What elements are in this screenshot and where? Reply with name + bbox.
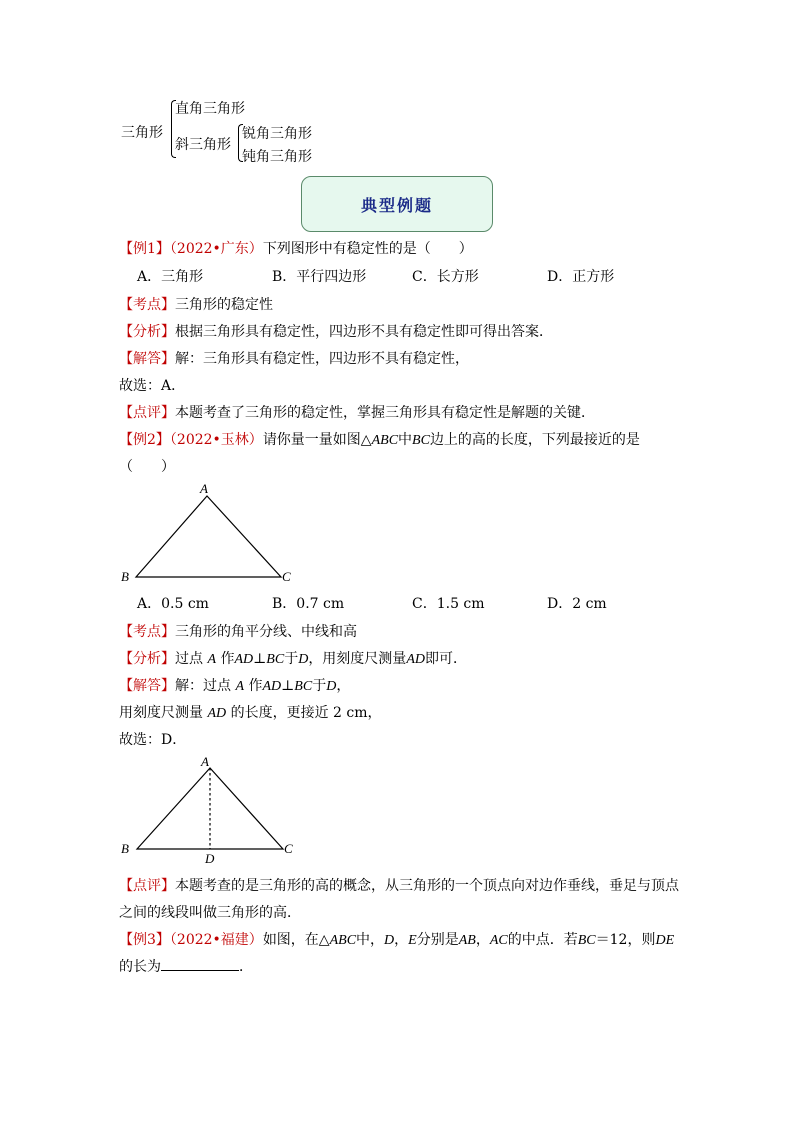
ex1-jieda-label: 【解答】 [119, 351, 175, 367]
ex1-question: 下列图形中有稳定性的是（ ） [262, 241, 473, 257]
ex3-q-d: 分别是 [416, 932, 459, 948]
ex2-jieda-line-2 [119, 702, 382, 722]
ex2-jieda2-b: 的长度，更接近 2 cm， [230, 705, 382, 721]
ex2-fenxi-AD: AD [406, 652, 425, 667]
ex3-q-g: ＝12，则 [595, 932, 656, 948]
ex2-option-b: B．0.7 cm [272, 596, 345, 612]
ex3-q-b: 中， [356, 932, 385, 948]
ex2-figure-2 [115, 752, 305, 867]
ex1-jieda: 解：三角形具有稳定性，四边形不具有稳定性， [175, 351, 469, 367]
ex1-dianping-line [119, 402, 595, 422]
ex3-q-AB: AB [458, 933, 476, 948]
ex2-kaodian: 三角形的角平分线、中线和高 [175, 624, 357, 640]
ex2-dianping-1: 本题考查的是三角形的高的概念，从三角形的一个顶点向对边作垂线，垂足与顶点 [175, 878, 679, 894]
ex3-q-e: ， [475, 932, 490, 948]
ex3-question-line-2 [119, 956, 253, 976]
ex1-question-line [119, 238, 473, 258]
ex2-kaodian-line [119, 621, 357, 641]
ex2-question-line [119, 429, 640, 449]
ex1-source: （2022•广东） [169, 241, 263, 257]
classification-root: 三角形 [121, 125, 163, 141]
ex1-dianping: 本题考查了三角形的稳定性，掌握三角形具有稳定性是解题的关键． [175, 405, 595, 421]
vertex-label-c: C [282, 569, 291, 584]
ex3-label: 【例3】 [119, 932, 170, 948]
ex2-kaodian-label: 【考点】 [119, 624, 175, 640]
ex2-figure-1 [115, 478, 305, 588]
ex1-label: 【例1】 [119, 241, 170, 257]
ex3-q-abc: ABC [329, 933, 357, 948]
ex3-q-BC: BC [577, 933, 596, 948]
ex2-q-b: 中 [398, 432, 413, 448]
ex1-dianping-label: 【点评】 [119, 405, 175, 421]
ex2-jieda-ADBC: AD⊥BC [262, 679, 313, 694]
ex2-option-a: A．0.5 cm [137, 596, 209, 612]
ex2-fenxi-A: A [207, 652, 217, 667]
ex3-q-DE: DE [655, 933, 675, 948]
ex2-q-a: 请你量一量如图△ [262, 432, 372, 448]
ex2-dianping-line-2: 之间的线段叫做三角形的高． [119, 905, 301, 921]
ex2-q-paren: （ ） [119, 459, 175, 475]
ex1-jieda-line [119, 348, 469, 368]
ex3-q-a: 如图，在△ [262, 932, 330, 948]
ex1-fenxi-label: 【分析】 [119, 324, 175, 340]
ex1-kaodian: 三角形的稳定性 [175, 297, 273, 313]
ex1-option-b: B．平行四边形 [272, 269, 367, 285]
vertex-label-c: C [284, 841, 293, 856]
section-title: 典型例题 [360, 195, 433, 215]
ex2-fenxi-b: 作 [220, 651, 235, 667]
ex3-q2-b: ． [239, 959, 253, 975]
ex2-guxuan: 故选：D． [119, 732, 187, 748]
ex2-q-abc: ABC [371, 433, 399, 448]
triangle-abc [136, 496, 281, 577]
classification-obtuse: 钝角三角形 [242, 149, 312, 165]
vertex-label-a: A [201, 754, 209, 769]
ex1-fenxi: 根据三角形具有稳定性，四边形不具有稳定性即可得出答案． [175, 324, 553, 340]
classification-oblique: 斜三角形 [175, 137, 231, 153]
ex2-fenxi-label: 【分析】 [119, 651, 175, 667]
foot-label-d: D [205, 851, 215, 866]
classification-acute: 锐角三角形 [242, 126, 312, 142]
ex3-question-line [119, 929, 674, 949]
ex2-fenxi-d: ，用刻度尺测量 [308, 651, 407, 667]
ex2-jieda-D: D [326, 679, 337, 694]
ex2-jieda-a: 解：过点 [175, 678, 231, 694]
ex1-fenxi-line [119, 321, 553, 341]
ex2-fenxi-line [119, 648, 467, 668]
ex3-q-f: 的中点．若 [507, 932, 578, 948]
ex2-option-c: C．1.5 cm [412, 596, 485, 612]
ex2-jieda2-AD: AD [207, 706, 227, 721]
ex2-fenxi-ADBC: AD⊥BC [234, 652, 285, 667]
ex1-kaodian-label: 【考点】 [119, 297, 175, 313]
ex2-jieda-A: A [235, 679, 245, 694]
ex2-q-c: 边上的高的长度，下列最接近的是 [429, 432, 640, 448]
vertex-label-a: A [200, 481, 208, 496]
vertex-label-b: B [121, 841, 129, 856]
ex2-q-bc: BC [412, 433, 430, 448]
ex2-dianping-line-1 [119, 875, 679, 895]
ex2-jieda2-a: 用刻度尺测量 [119, 705, 203, 721]
ex1-option-d: D．正方形 [547, 269, 615, 285]
ex3-q-c: ， [394, 932, 409, 948]
ex3-q-AC: AC [489, 933, 508, 948]
vertex-label-b: B [121, 569, 129, 584]
ex3-q-E: E [408, 933, 417, 948]
ex2-jieda-label: 【解答】 [119, 678, 175, 694]
ex2-jieda-b: 作 [248, 678, 263, 694]
ex2-fenxi-D: D [298, 652, 309, 667]
ex2-jieda-c: 于 [312, 678, 327, 694]
ex2-option-d: D．2 cm [547, 596, 607, 612]
ex2-jieda-line [119, 675, 350, 695]
ex3-q-D: D [384, 933, 395, 948]
answer-blank [161, 956, 239, 971]
ex2-jieda-d: ， [336, 678, 351, 694]
ex1-kaodian-line [119, 294, 273, 314]
ex2-source: （2022•玉林） [169, 432, 263, 448]
ex2-fenxi-e: 即可． [424, 651, 467, 667]
ex1-option-c: C．长方形 [412, 269, 479, 285]
ex3-q2-a: 的长为 [119, 959, 161, 975]
ex1-option-a: A．三角形 [137, 269, 204, 285]
ex1-guxuan: 故选：A． [119, 378, 186, 394]
ex2-fenxi-c: 于 [284, 651, 299, 667]
ex2-dianping-label: 【点评】 [119, 878, 175, 894]
classification-right: 直角三角形 [175, 101, 245, 117]
ex3-source: （2022•福建） [169, 932, 263, 948]
ex2-fenxi-a: 过点 [175, 651, 203, 667]
section-title-box [301, 176, 493, 232]
ex2-label: 【例2】 [119, 432, 170, 448]
